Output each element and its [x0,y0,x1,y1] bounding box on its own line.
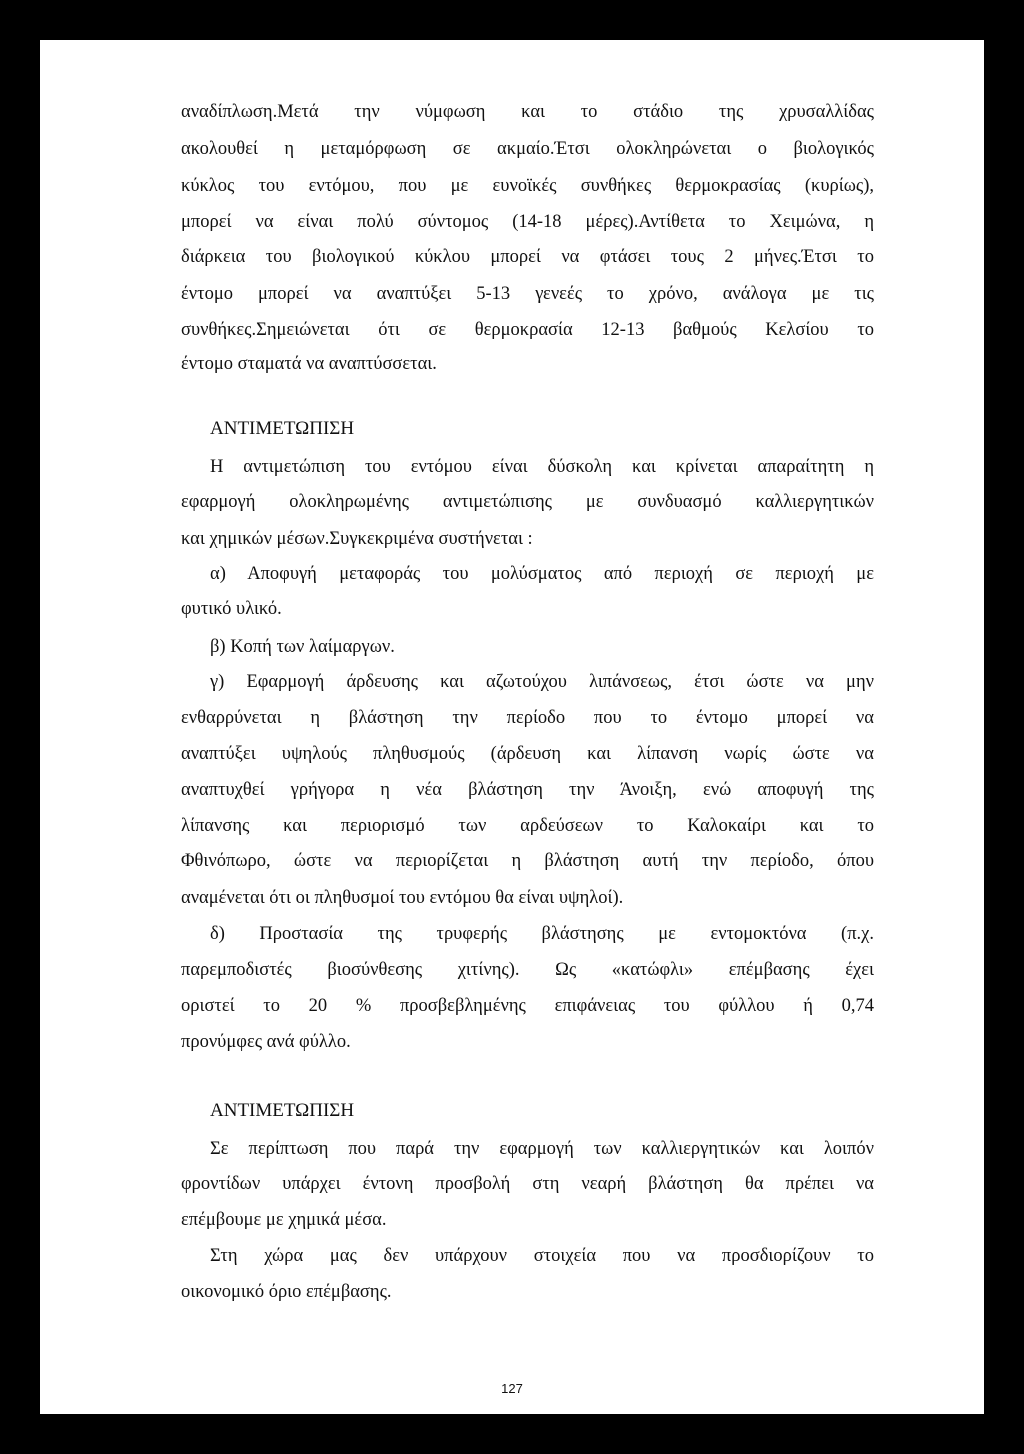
text-line: μπορεί να είναι πολύ σύντομος (14-18 μέρες).Αντίθετα το Χειμώνα, η [181,212,874,232]
text-line: φροντίδων υπάρχει έντονη προσβολή στη νεαρή βλάστηση θα πρέπει να [181,1174,874,1194]
text-line: α) Αποφυγή μεταφοράς του μολύσματος από περιοχή σε περιοχή με [210,564,874,584]
section-heading: ΑΝΤΙΜΕΤΩΠΙΣΗ [210,1100,355,1121]
text-line: Φθινόπωρο, ώστε να περιορίζεται η βλάστηση αυτή την περίοδο, όπου [181,851,874,871]
text-line: προνύμφες ανά φύλλο. [181,1032,351,1052]
text-line: επέμβουμε με χημικά μέσα. [181,1210,387,1230]
text-line: γ) Εφαρμογή άρδευσης και αζωτούχου λιπάνσεως, έτσι ώστε να μην [210,672,874,692]
text-line: Η αντιμετώπιση του εντόμου είναι δύσκολη και κρίνεται απαραίτητη η [210,457,874,477]
text-line: αναμένεται ότι οι πληθυσμοί του εντόμου θα είναι υψηλοί). [181,888,624,908]
section-heading: ΑΝΤΙΜΕΤΩΠΙΣΗ [210,418,355,439]
text-line: Στη χώρα μας δεν υπάρχουν στοιχεία που να προσδιορίζουν το [210,1246,874,1266]
text-line: Σε περίπτωση που παρά την εφαρμογή των καλλιεργητικών και λοιπόν [210,1139,874,1159]
text-line: αναπτύξει υψηλούς πληθυσμούς (άρδευση και λίπανση νωρίς ώστε να [181,744,874,764]
text-line: εφαρμογή ολοκληρωμένης αντιμετώπισης με συνδυασμό καλλιεργητικών [181,492,874,512]
text-line: κύκλος του εντόμου, που με ευνοϊκές συνθήκες θερμοκρασίας (κυρίως), [181,176,874,196]
page-number: 127 [501,1381,523,1396]
text-line: αναδίπλωση.Μετά την νύμφωση και το στάδιο της χρυσαλλίδας [181,102,874,122]
text-line: ενθαρρύνεται η βλάστηση την περίοδο που το έντομο μπορεί να [181,708,874,728]
text-line: φυτικό υλικό. [181,599,282,619]
text-line: οικονομικό όριο επέμβασης. [181,1282,392,1302]
text-line: παρεμποδιστές βιοσύνθεσης χιτίνης). Ως «κατώφλι» επέμβασης έχει [181,960,874,980]
text-line: και χημικών μέσων.Συγκεκριμένα συστήνεται : [181,529,533,549]
text-line: ακολουθεί η μεταμόρφωση σε ακμαίο.Έτσι ολοκληρώνεται ο βιολογικός [181,139,874,159]
text-line: έντομο σταματά να αναπτύσσεται. [181,354,437,374]
text-line: δ) Προστασία της τρυφερής βλάστησης με εντομοκτόνα (π.χ. [210,924,874,944]
text-line: οριστεί το 20 % προσβεβλημένης επιφάνειας του φύλλου ή 0,74 [181,996,874,1016]
text-line: διάρκεια του βιολογικού κύκλου μπορεί να φτάσει τους 2 μήνες.Έτσι το [181,247,874,267]
text-line: β) Κοπή των λαίμαργων. [210,637,395,657]
text-line: έντομο μπορεί να αναπτύξει 5-13 γενεές το χρόνο, ανάλογα με τις [181,284,874,304]
text-line: συνθήκες.Σημειώνεται ότι σε θερμοκρασία 12-13 βαθμούς Κελσίου το [181,320,874,340]
text-line: λίπανσης και περιορισμό των αρδεύσεων το Καλοκαίρι και το [181,816,874,836]
text-line: αναπτυχθεί γρήγορα η νέα βλάστηση την Άνοιξη, ενώ αποφυγή της [181,780,874,800]
